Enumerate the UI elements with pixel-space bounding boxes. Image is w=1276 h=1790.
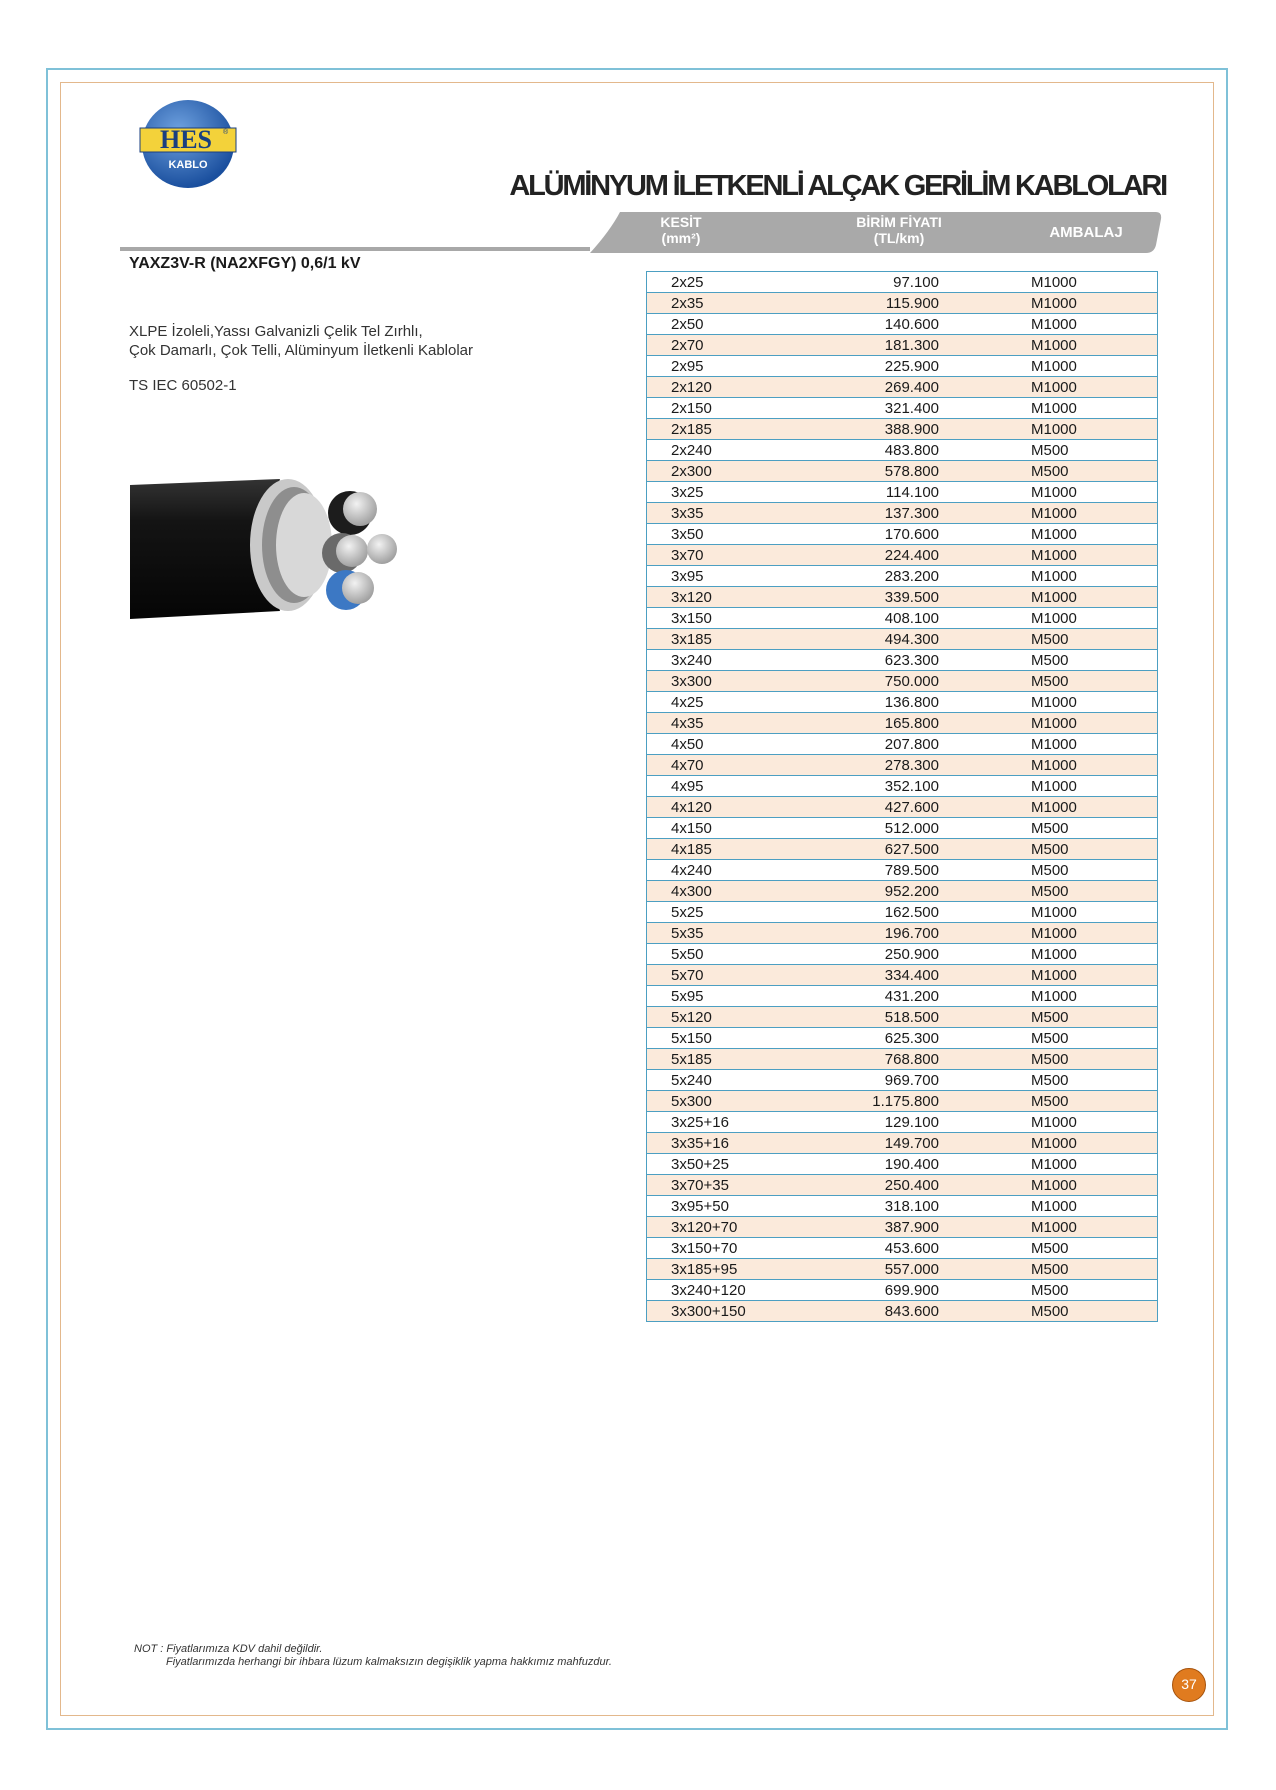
price-cell: 1.175.800 <box>814 1091 969 1112</box>
price-cell: 494.300 <box>814 629 969 650</box>
packaging-cell: M500 <box>969 1028 1158 1049</box>
packaging-cell: M500 <box>969 1280 1158 1301</box>
kesit-cell: 5x240 <box>647 1070 815 1091</box>
table-row <box>647 1133 1158 1154</box>
kesit-cell: 5x120 <box>647 1007 815 1028</box>
packaging-cell: M1000 <box>969 335 1158 356</box>
price-cell: 623.300 <box>814 650 969 671</box>
table-row <box>647 692 1158 713</box>
packaging-cell: M1000 <box>969 419 1158 440</box>
packaging-cell: M500 <box>969 1070 1158 1091</box>
price-cell: 512.000 <box>814 818 969 839</box>
table-row <box>647 1070 1158 1091</box>
table-row <box>647 587 1158 608</box>
packaging-cell: M1000 <box>969 587 1158 608</box>
price-cell: 483.800 <box>814 440 969 461</box>
packaging-cell: M500 <box>969 1049 1158 1070</box>
packaging-cell: M500 <box>969 650 1158 671</box>
kesit-cell: 3x25+16 <box>647 1112 815 1133</box>
price-cell: 283.200 <box>814 566 969 587</box>
kesit-cell: 2x35 <box>647 293 815 314</box>
table-row <box>647 860 1158 881</box>
price-table <box>646 271 1158 1322</box>
footnote: NOT : Fiyatlarımıza KDV dahil değildir. Fiyatlarımızda herhangi bir ihbara lüzum kalmaksızın degişiklik yapma hakkımız mahfuzdur. <box>134 1643 612 1668</box>
table-row <box>647 1217 1158 1238</box>
kesit-cell: 3x120+70 <box>647 1217 815 1238</box>
table-row <box>647 902 1158 923</box>
packaging-cell: M1000 <box>969 356 1158 377</box>
packaging-cell: M500 <box>969 629 1158 650</box>
price-cell: 431.200 <box>814 986 969 1007</box>
kesit-cell: 4x25 <box>647 692 815 713</box>
kesit-cell: 3x300 <box>647 671 815 692</box>
packaging-cell: M1000 <box>969 293 1158 314</box>
packaging-cell: M500 <box>969 671 1158 692</box>
table-row <box>647 461 1158 482</box>
price-cell: 352.100 <box>814 776 969 797</box>
packaging-cell: M1000 <box>969 902 1158 923</box>
price-cell: 140.600 <box>814 314 969 335</box>
table-row <box>647 818 1158 839</box>
kesit-cell: 2x300 <box>647 461 815 482</box>
kesit-cell: 4x70 <box>647 755 815 776</box>
hes-kablo-logo <box>138 98 238 190</box>
packaging-cell: M500 <box>969 1238 1158 1259</box>
table-row <box>647 482 1158 503</box>
packaging-cell: M1000 <box>969 608 1158 629</box>
kesit-cell: 2x240 <box>647 440 815 461</box>
packaging-cell: M1000 <box>969 713 1158 734</box>
kesit-cell: 4x95 <box>647 776 815 797</box>
packaging-cell: M1000 <box>969 776 1158 797</box>
kesit-cell: 2x70 <box>647 335 815 356</box>
packaging-cell: M1000 <box>969 1154 1158 1175</box>
table-row <box>647 1196 1158 1217</box>
table-row <box>647 1007 1158 1028</box>
kesit-cell: 4x300 <box>647 881 815 902</box>
price-cell: 427.600 <box>814 797 969 818</box>
table-row <box>647 398 1158 419</box>
price-cell: 224.400 <box>814 545 969 566</box>
kesit-cell: 4x150 <box>647 818 815 839</box>
price-cell: 408.100 <box>814 608 969 629</box>
packaging-cell: M1000 <box>969 755 1158 776</box>
packaging-cell: M500 <box>969 860 1158 881</box>
table-row <box>647 650 1158 671</box>
kesit-cell: 4x50 <box>647 734 815 755</box>
price-cell: 225.900 <box>814 356 969 377</box>
table-row <box>647 1280 1158 1301</box>
price-cell: 278.300 <box>814 755 969 776</box>
packaging-cell: M1000 <box>969 482 1158 503</box>
table-row <box>647 608 1158 629</box>
table-row <box>647 944 1158 965</box>
packaging-cell: M500 <box>969 839 1158 860</box>
kesit-cell: 3x95 <box>647 566 815 587</box>
price-cell: 137.300 <box>814 503 969 524</box>
table-row <box>647 503 1158 524</box>
table-row <box>647 797 1158 818</box>
kesit-cell: 5x70 <box>647 965 815 986</box>
kesit-cell: 3x240 <box>647 650 815 671</box>
price-cell: 115.900 <box>814 293 969 314</box>
packaging-cell: M1000 <box>969 1133 1158 1154</box>
page-number: 37 <box>1172 1668 1206 1702</box>
kesit-cell: 5x185 <box>647 1049 815 1070</box>
table-row <box>647 629 1158 650</box>
kesit-cell: 3x70+35 <box>647 1175 815 1196</box>
price-cell: 627.500 <box>814 839 969 860</box>
product-standard: TS IEC 60502-1 <box>129 377 237 394</box>
price-cell: 181.300 <box>814 335 969 356</box>
packaging-cell: M1000 <box>969 986 1158 1007</box>
price-cell: 578.800 <box>814 461 969 482</box>
kesit-cell: 3x70 <box>647 545 815 566</box>
table-row <box>647 734 1158 755</box>
kesit-cell: 2x95 <box>647 356 815 377</box>
table-row <box>647 1175 1158 1196</box>
price-cell: 387.900 <box>814 1217 969 1238</box>
kesit-cell: 2x50 <box>647 314 815 335</box>
price-cell: 136.800 <box>814 692 969 713</box>
table-row <box>647 545 1158 566</box>
packaging-cell: M500 <box>969 461 1158 482</box>
kesit-cell: 5x300 <box>647 1091 815 1112</box>
price-cell: 207.800 <box>814 734 969 755</box>
kesit-cell: 4x240 <box>647 860 815 881</box>
packaging-cell: M1000 <box>969 1196 1158 1217</box>
packaging-cell: M1000 <box>969 566 1158 587</box>
page-title: ALÜMİNYUM İLETKENLİ ALÇAK GERİLİM KABLOLARI <box>509 170 1166 202</box>
price-cell: 250.400 <box>814 1175 969 1196</box>
packaging-cell: M1000 <box>969 314 1158 335</box>
price-cell: 196.700 <box>814 923 969 944</box>
ambalaj-header: AMBALAJ <box>1049 224 1123 241</box>
kesit-cell: 3x50 <box>647 524 815 545</box>
packaging-cell: M500 <box>969 881 1158 902</box>
table-row <box>647 1112 1158 1133</box>
table-row <box>647 881 1158 902</box>
table-row <box>647 713 1158 734</box>
packaging-cell: M1000 <box>969 944 1158 965</box>
packaging-cell: M500 <box>969 1007 1158 1028</box>
table-row <box>647 1238 1158 1259</box>
kesit-cell: 3x120 <box>647 587 815 608</box>
table-row <box>647 272 1158 293</box>
kesit-cell: 5x95 <box>647 986 815 1007</box>
packaging-cell: M1000 <box>969 1112 1158 1133</box>
table-row <box>647 440 1158 461</box>
table-row <box>647 965 1158 986</box>
kesit-cell: 3x35+16 <box>647 1133 815 1154</box>
kesit-cell: 3x240+120 <box>647 1280 815 1301</box>
packaging-cell: M1000 <box>969 503 1158 524</box>
price-cell: 388.900 <box>814 419 969 440</box>
price-cell: 699.900 <box>814 1280 969 1301</box>
product-description: XLPE İzoleli,Yassı Galvanizli Çelik Tel Zırhlı, Çok Damarlı, Çok Telli, Alüminyum İletkenli Kablolar <box>129 323 474 359</box>
kesit-cell: 2x120 <box>647 377 815 398</box>
price-cell: 969.700 <box>814 1070 969 1091</box>
kesit-cell: 4x185 <box>647 839 815 860</box>
kesit-cell: 3x25 <box>647 482 815 503</box>
price-cell: 768.800 <box>814 1049 969 1070</box>
kesit-cell: 5x150 <box>647 1028 815 1049</box>
price-cell: 789.500 <box>814 860 969 881</box>
packaging-cell: M1000 <box>969 524 1158 545</box>
price-cell: 170.600 <box>814 524 969 545</box>
table-row <box>647 356 1158 377</box>
price-cell: 165.800 <box>814 713 969 734</box>
price-cell: 318.100 <box>814 1196 969 1217</box>
price-cell: 843.600 <box>814 1301 969 1322</box>
packaging-cell: M1000 <box>969 545 1158 566</box>
price-cell: 162.500 <box>814 902 969 923</box>
svg-text:KABLO: KABLO <box>168 159 208 171</box>
section-rule <box>120 247 590 251</box>
packaging-cell: M1000 <box>969 1217 1158 1238</box>
packaging-cell: M1000 <box>969 398 1158 419</box>
price-cell: 334.400 <box>814 965 969 986</box>
packaging-cell: M500 <box>969 440 1158 461</box>
table-header-bar <box>590 211 1164 254</box>
kesit-cell: 3x185 <box>647 629 815 650</box>
table-row <box>647 1259 1158 1280</box>
kesit-cell: 3x95+50 <box>647 1196 815 1217</box>
table-row <box>647 1049 1158 1070</box>
packaging-cell: M500 <box>969 1301 1158 1322</box>
kesit-cell: 3x35 <box>647 503 815 524</box>
table-row <box>647 986 1158 1007</box>
price-cell: 190.400 <box>814 1154 969 1175</box>
cable-image <box>130 465 470 640</box>
packaging-cell: M1000 <box>969 1175 1158 1196</box>
price-cell: 269.400 <box>814 377 969 398</box>
packaging-cell: M500 <box>969 1259 1158 1280</box>
kesit-cell: 2x25 <box>647 272 815 293</box>
kesit-cell: 3x300+150 <box>647 1301 815 1322</box>
kesit-cell: 3x150+70 <box>647 1238 815 1259</box>
table-row <box>647 839 1158 860</box>
price-cell: 625.300 <box>814 1028 969 1049</box>
kesit-cell: 4x120 <box>647 797 815 818</box>
table-row <box>647 1301 1158 1322</box>
price-cell: 97.100 <box>814 272 969 293</box>
price-cell: 453.600 <box>814 1238 969 1259</box>
kesit-cell: 2x185 <box>647 419 815 440</box>
table-row <box>647 671 1158 692</box>
kesit-header: KESİT (mm²) <box>660 214 702 246</box>
kesit-cell: 4x35 <box>647 713 815 734</box>
table-row <box>647 314 1158 335</box>
table-row <box>647 1028 1158 1049</box>
fiyat-header: BİRİM FİYATI (TL/km) <box>856 214 942 246</box>
price-cell: 952.200 <box>814 881 969 902</box>
packaging-cell: M1000 <box>969 272 1158 293</box>
price-cell: 557.000 <box>814 1259 969 1280</box>
table-row <box>647 1091 1158 1112</box>
table-row <box>647 377 1158 398</box>
kesit-cell: 3x50+25 <box>647 1154 815 1175</box>
table-row <box>647 293 1158 314</box>
kesit-cell: 5x25 <box>647 902 815 923</box>
kesit-cell: 3x150 <box>647 608 815 629</box>
packaging-cell: M1000 <box>969 692 1158 713</box>
packaging-cell: M1000 <box>969 797 1158 818</box>
table-row <box>647 335 1158 356</box>
table-row <box>647 1154 1158 1175</box>
price-cell: 250.900 <box>814 944 969 965</box>
kesit-cell: 2x150 <box>647 398 815 419</box>
kesit-cell: 3x185+95 <box>647 1259 815 1280</box>
table-row <box>647 419 1158 440</box>
packaging-cell: M1000 <box>969 965 1158 986</box>
packaging-cell: M1000 <box>969 923 1158 944</box>
price-cell: 750.000 <box>814 671 969 692</box>
price-cell: 149.700 <box>814 1133 969 1154</box>
price-cell: 339.500 <box>814 587 969 608</box>
table-row <box>647 776 1158 797</box>
svg-text:®: ® <box>223 129 229 136</box>
price-cell: 129.100 <box>814 1112 969 1133</box>
price-cell: 518.500 <box>814 1007 969 1028</box>
table-row <box>647 755 1158 776</box>
product-code: YAXZ3V-R (NA2XFGY) 0,6/1 kV <box>129 255 361 272</box>
price-cell: 114.100 <box>814 482 969 503</box>
kesit-cell: 5x50 <box>647 944 815 965</box>
table-row <box>647 566 1158 587</box>
packaging-cell: M1000 <box>969 734 1158 755</box>
packaging-cell: M500 <box>969 818 1158 839</box>
price-cell: 321.400 <box>814 398 969 419</box>
table-row <box>647 524 1158 545</box>
kesit-cell: 5x35 <box>647 923 815 944</box>
svg-text:HES: HES <box>159 125 213 154</box>
packaging-cell: M1000 <box>969 377 1158 398</box>
packaging-cell: M500 <box>969 1091 1158 1112</box>
table-row <box>647 923 1158 944</box>
